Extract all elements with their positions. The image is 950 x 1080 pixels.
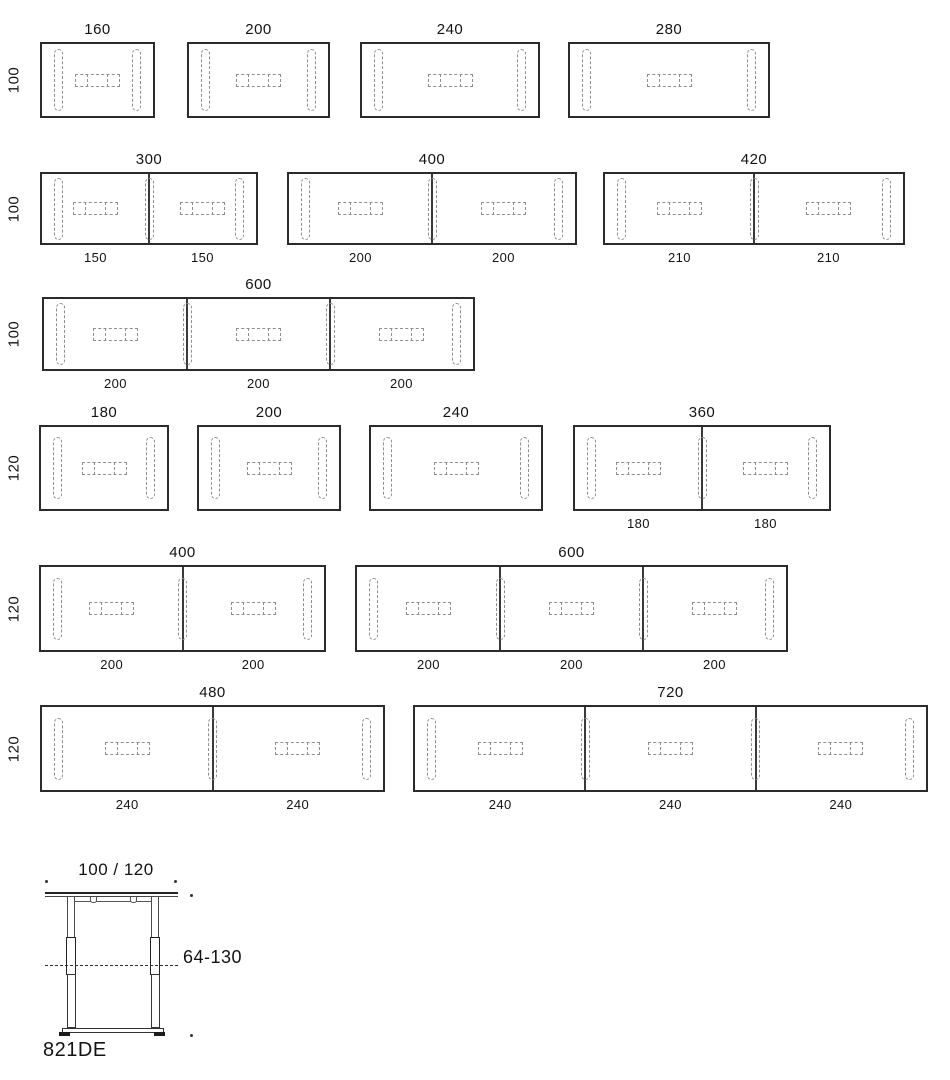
segment-width-label: 240 [659, 797, 682, 812]
table-top-view [603, 151, 905, 265]
cable-tray-cell [105, 328, 106, 341]
table-width-label: 160 [84, 21, 111, 38]
cable-tray [406, 602, 451, 615]
cable-tray-cell [438, 602, 439, 615]
cable-tray [818, 742, 863, 755]
height-range-dashline [45, 965, 178, 966]
cable-tray [379, 328, 424, 341]
cable-tray [82, 462, 127, 475]
table-top-view [39, 544, 326, 672]
cable-tray [806, 202, 851, 215]
depth-dimension-label: 120 [5, 454, 23, 482]
foot-pad [154, 1032, 165, 1036]
cable-tray-cell [680, 742, 681, 755]
table-width-label: 240 [442, 404, 470, 421]
cable-tray-cell [411, 328, 412, 341]
table-top-view [287, 151, 577, 265]
table-width-label: 400 [169, 544, 196, 561]
cable-tray [275, 742, 320, 755]
cable-tray [428, 74, 473, 87]
segment-width-label: 200 [560, 657, 583, 672]
table-top-view [187, 21, 330, 118]
cable-tray-cell [279, 462, 280, 475]
leg-outline [145, 178, 154, 240]
table-width-label: 240 [436, 21, 464, 38]
cable-tray-cell [679, 74, 680, 87]
segment-width-label: 210 [817, 250, 840, 265]
cable-tray [231, 602, 276, 615]
depth-dimension-label: 120 [5, 595, 23, 622]
segment-width-label: 200 [417, 657, 440, 672]
leg-outline [54, 718, 63, 780]
leg-outline [301, 178, 310, 240]
model-code-label: 821DE [43, 1039, 107, 1061]
height-range-label: 64-130 [183, 947, 243, 967]
leg-outline [905, 718, 914, 780]
leg-outline [581, 718, 590, 780]
cable-tray [692, 602, 737, 615]
cable-tray-cell [460, 74, 461, 87]
leg-outline [374, 49, 383, 111]
table-top-view [573, 404, 831, 531]
segment-width-label: 150 [84, 250, 107, 265]
cable-tray [247, 462, 292, 475]
leg-outline [582, 49, 591, 111]
table-width-label: 720 [657, 684, 684, 701]
leg-outline [53, 437, 62, 499]
leg-outline [208, 718, 217, 780]
segment-width-label: 200 [492, 250, 515, 265]
cable-tray-cell [263, 602, 264, 615]
leg-outline [54, 178, 63, 240]
dimension-dot [190, 894, 193, 897]
cable-tray-cell [87, 74, 88, 87]
depth-dimension-label: 100 [5, 320, 23, 348]
cable-tray-cell [704, 602, 705, 615]
cable-tray-cell [510, 742, 511, 755]
leg-outline [496, 578, 505, 640]
cable-tray-cell [755, 462, 756, 475]
cable-tray [743, 462, 788, 475]
segment-width-label: 180 [627, 516, 650, 531]
cable-tray [648, 742, 693, 755]
cable-tray-cell [307, 742, 308, 755]
cable-tray [73, 202, 118, 215]
leg-outline [808, 437, 817, 499]
cable-tray-cell [513, 202, 514, 215]
leg-outline [132, 49, 141, 111]
depth-dimension-label: 120 [5, 735, 23, 762]
cable-tray-cell [581, 602, 582, 615]
cable-tray [236, 74, 281, 87]
cable-tray-cell [659, 74, 660, 87]
leg-outline [383, 437, 392, 499]
leg-outline [318, 437, 327, 499]
cable-tray-cell [101, 602, 102, 615]
cable-tray-cell [466, 462, 467, 475]
cable-tray-cell [561, 602, 562, 615]
cable-tray-cell [125, 328, 126, 341]
table-top-view [568, 21, 770, 118]
cable-tray-cell [137, 742, 138, 755]
cable-tray [616, 462, 661, 475]
cable-tray-cell [669, 202, 670, 215]
leg-outline [56, 303, 65, 365]
table-top-view [360, 21, 540, 118]
leg-outline [765, 578, 774, 640]
leg-outline [326, 303, 335, 365]
cable-tray-cell [114, 462, 115, 475]
cable-tray-cell [85, 202, 86, 215]
table-top-view [197, 404, 341, 511]
leg-segment [67, 974, 76, 1028]
leg-outline [146, 437, 155, 499]
segment-width-label: 200 [104, 376, 127, 391]
cable-tray-cell [117, 742, 118, 755]
leg-outline [211, 437, 220, 499]
leg-outline [178, 578, 187, 640]
table-top-view [40, 684, 385, 812]
cable-tray-cell [107, 74, 108, 87]
leg-segment [151, 974, 160, 1028]
cable-tray-cell [838, 202, 839, 215]
cable-tray-cell [446, 462, 447, 475]
segment-width-label: 200 [247, 376, 270, 391]
leg-outline [750, 178, 759, 240]
foot-bar [62, 1028, 164, 1033]
cable-tray-cell [850, 742, 851, 755]
leg-column-right [150, 896, 160, 1028]
leg-outline [751, 718, 760, 780]
frame-rail [65, 896, 158, 902]
leg-segment [150, 937, 160, 975]
table-width-label: 420 [740, 151, 768, 168]
leg-segment [151, 896, 159, 938]
cable-tray-cell [440, 74, 441, 87]
segment-width-label: 240 [286, 797, 310, 812]
cable-tray-cell [370, 202, 371, 215]
cable-tray-cell [830, 742, 831, 755]
leg-outline [427, 718, 436, 780]
cable-tray-cell [121, 602, 122, 615]
leg-segment [67, 896, 75, 938]
leg-outline [369, 578, 378, 640]
leg-column-left [66, 896, 76, 1028]
table-width-label: 400 [418, 151, 446, 168]
segment-width-label: 200 [349, 250, 372, 265]
table-width-label: 600 [245, 276, 272, 293]
dimension-dot [45, 880, 48, 883]
cable-tray [89, 602, 134, 615]
leg-outline [183, 303, 192, 365]
segment-width-label: 240 [829, 797, 853, 812]
leg-outline [303, 578, 312, 640]
table-width-label: 360 [688, 404, 716, 421]
leg-outline [617, 178, 626, 240]
leg-outline [362, 718, 371, 780]
cable-tray-cell [660, 742, 661, 755]
elevation-depth-label: 100 / 120 [78, 860, 154, 879]
cable-tray-cell [493, 202, 494, 215]
table-width-label: 280 [655, 21, 683, 38]
leg-outline [520, 437, 529, 499]
leg-outline [554, 178, 563, 240]
dimension-dot [190, 1034, 193, 1037]
cable-tray [657, 202, 702, 215]
cable-tray [105, 742, 150, 755]
cable-tray-cell [490, 742, 491, 755]
cable-tray-cell [268, 328, 269, 341]
cable-tray-cell [192, 202, 193, 215]
cable-tray-cell [243, 602, 244, 615]
cable-tray-cell [94, 462, 95, 475]
leg-outline [235, 178, 244, 240]
table-top-view [40, 21, 155, 118]
cable-tray [434, 462, 479, 475]
segment-width-label: 200 [703, 657, 726, 672]
leg-outline [307, 49, 316, 111]
cable-tray [549, 602, 594, 615]
cable-tray [180, 202, 225, 215]
cable-tray-cell [259, 462, 260, 475]
table-width-label: 200 [245, 21, 272, 38]
segment-width-label: 210 [668, 250, 691, 265]
cable-tray-cell [648, 462, 649, 475]
dimension-dot [174, 880, 177, 883]
table-width-label: 200 [255, 404, 283, 421]
leg-outline [452, 303, 461, 365]
cable-tray [93, 328, 138, 341]
cable-tray-cell [248, 74, 249, 87]
segment-width-label: 180 [754, 516, 777, 531]
table-top-view [369, 404, 543, 511]
cable-tray-cell [724, 602, 725, 615]
leg-outline [639, 578, 648, 640]
leg-outline [747, 49, 756, 111]
cable-tray [481, 202, 526, 215]
leg-outline [53, 578, 62, 640]
cable-tray-cell [105, 202, 106, 215]
leg-outline [698, 437, 707, 499]
table-top-view [413, 684, 928, 812]
side-elevation [30, 858, 290, 1080]
table-top-view [355, 544, 788, 672]
segment-width-label: 150 [191, 250, 214, 265]
cable-tray [338, 202, 383, 215]
depth-dimension-label: 100 [5, 195, 23, 222]
table-width-label: 480 [199, 684, 226, 701]
segment-width-label: 200 [100, 657, 124, 672]
segment-width-label: 240 [115, 797, 139, 812]
cable-tray-cell [212, 202, 213, 215]
segment-width-label: 200 [390, 376, 413, 391]
leg-outline [587, 437, 596, 499]
foot-pad [59, 1032, 70, 1036]
table-top-view [42, 276, 475, 391]
cable-tray-cell [689, 202, 690, 215]
mount-clip-icon [130, 897, 137, 903]
table-top-view [39, 404, 169, 511]
cable-tray [75, 74, 120, 87]
cable-tray-cell [268, 74, 269, 87]
leg-outline [201, 49, 210, 111]
cable-tray-cell [287, 742, 288, 755]
cable-tray-cell [775, 462, 776, 475]
cable-tray-cell [248, 328, 249, 341]
leg-outline [517, 49, 526, 111]
table-width-label: 300 [135, 151, 163, 168]
segment-width-label: 200 [241, 657, 265, 672]
cable-tray-cell [350, 202, 351, 215]
segment-width-label: 240 [488, 797, 512, 812]
depth-dimension-label: 100 [5, 66, 23, 94]
cable-tray-cell [628, 462, 629, 475]
table-width-label: 180 [90, 404, 118, 421]
cable-tray [478, 742, 523, 755]
cable-tray-cell [391, 328, 392, 341]
table-top-view [40, 151, 258, 265]
cable-tray-cell [418, 602, 419, 615]
leg-outline [882, 178, 891, 240]
mount-clip-icon [90, 897, 97, 903]
cable-tray [236, 328, 281, 341]
leg-outline [428, 178, 437, 240]
leg-segment [66, 937, 76, 975]
cable-tray [647, 74, 692, 87]
table-width-label: 600 [558, 544, 585, 561]
leg-outline [54, 49, 63, 111]
cable-tray-cell [818, 202, 819, 215]
